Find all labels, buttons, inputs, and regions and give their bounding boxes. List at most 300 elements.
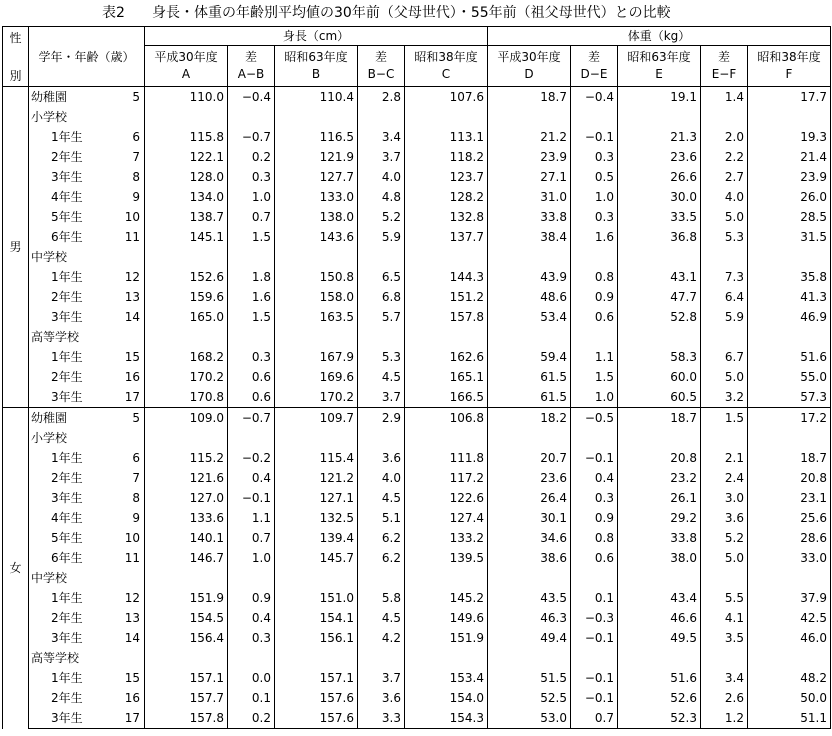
- weight-value-cell: 49.5: [618, 628, 701, 648]
- height-value-cell: 167.9: [275, 347, 358, 367]
- height-value-cell: 127.1: [275, 488, 358, 508]
- grade-label: [29, 448, 145, 468]
- height-value-cell: 117.2: [405, 468, 488, 488]
- empty-cell: [571, 648, 618, 668]
- empty-cell: [405, 107, 488, 127]
- empty-cell: [488, 247, 571, 267]
- height-value-cell: 1.5: [228, 227, 275, 247]
- height-value-cell: 107.6: [405, 87, 488, 108]
- sex-label: 女: [3, 408, 29, 729]
- weight-value-cell: 61.5: [488, 387, 571, 408]
- empty-cell: [571, 428, 618, 448]
- grade-label: [29, 628, 145, 648]
- height-value-cell: 128.0: [145, 167, 228, 187]
- height-value-cell: 0.7: [228, 207, 275, 227]
- height-value-cell: 3.7: [358, 668, 405, 688]
- height-value-cell: 157.7: [145, 688, 228, 708]
- empty-cell: [701, 568, 748, 588]
- weight-value-cell: 3.0: [701, 488, 748, 508]
- table-body: [3, 87, 831, 729]
- weight-value-cell: 38.6: [488, 548, 571, 568]
- header-height-col-3: [358, 46, 405, 87]
- table-row: [3, 568, 831, 588]
- weight-value-cell: 25.6: [748, 508, 831, 528]
- age-value: 9: [132, 511, 140, 525]
- table-row: [3, 367, 831, 387]
- height-value-cell: 157.1: [145, 668, 228, 688]
- grade-name: 3年生: [51, 390, 83, 404]
- weight-value-cell: 1.6: [571, 227, 618, 247]
- height-value-cell: 165.1: [405, 367, 488, 387]
- weight-value-cell: 33.8: [618, 528, 701, 548]
- weight-value-cell: 47.7: [618, 287, 701, 307]
- weight-value-cell: 43.5: [488, 588, 571, 608]
- height-value-cell: 154.0: [405, 688, 488, 708]
- height-value-cell: 157.8: [405, 307, 488, 327]
- weight-value-cell: 4.0: [701, 187, 748, 207]
- grade-name: 1年生: [51, 451, 83, 465]
- height-value-cell: 138.0: [275, 207, 358, 227]
- school-level-heading: 中学校: [29, 568, 145, 588]
- height-value-cell: −0.1: [228, 488, 275, 508]
- empty-cell: [618, 247, 701, 267]
- height-value-cell: 6.2: [358, 528, 405, 548]
- height-value-cell: 151.9: [405, 628, 488, 648]
- weight-value-cell: 0.5: [571, 167, 618, 187]
- weight-value-cell: 2.0: [701, 127, 748, 147]
- table-row: [3, 327, 831, 347]
- height-value-cell: 115.8: [145, 127, 228, 147]
- grade-name: 6年生: [51, 551, 83, 565]
- weight-value-cell: 21.2: [488, 127, 571, 147]
- table-row: [3, 468, 831, 488]
- height-value-cell: 152.6: [145, 267, 228, 287]
- weight-value-cell: 48.2: [748, 668, 831, 688]
- empty-cell: [748, 107, 831, 127]
- weight-value-cell: 38.4: [488, 227, 571, 247]
- weight-value-cell: 1.0: [571, 187, 618, 207]
- weight-value-cell: 1.0: [571, 387, 618, 408]
- empty-cell: [228, 327, 275, 347]
- weight-value-cell: 52.3: [618, 708, 701, 729]
- empty-cell: [405, 648, 488, 668]
- header-sex: [3, 27, 29, 87]
- weight-value-cell: 5.3: [701, 227, 748, 247]
- weight-value-cell: 21.4: [748, 147, 831, 167]
- height-value-cell: 1.1: [228, 508, 275, 528]
- table-row: [3, 708, 831, 729]
- height-value-cell: 3.6: [358, 688, 405, 708]
- height-value-cell: 6.8: [358, 287, 405, 307]
- grade-name: 3年生: [51, 711, 83, 725]
- weight-value-cell: 5.0: [701, 207, 748, 227]
- weight-value-cell: −0.1: [571, 628, 618, 648]
- weight-value-cell: 51.6: [618, 668, 701, 688]
- weight-value-cell: 41.3: [748, 287, 831, 307]
- weight-value-cell: 23.9: [488, 147, 571, 167]
- age-value: 15: [124, 671, 140, 685]
- empty-cell: [405, 428, 488, 448]
- empty-cell: [358, 327, 405, 347]
- weight-value-cell: 49.4: [488, 628, 571, 648]
- empty-cell: [618, 568, 701, 588]
- header-weight-col-4: [748, 46, 831, 87]
- weight-value-cell: 33.5: [618, 207, 701, 227]
- height-value-cell: 6.2: [358, 548, 405, 568]
- header-height-col-4: [405, 46, 488, 87]
- empty-cell: [488, 648, 571, 668]
- grade-name: 3年生: [51, 491, 83, 505]
- weight-value-cell: 1.2: [701, 708, 748, 729]
- empty-cell: [358, 428, 405, 448]
- grade-label: [29, 147, 145, 167]
- height-value-cell: 128.2: [405, 187, 488, 207]
- grade-name: 5年生: [51, 531, 83, 545]
- weight-value-cell: 18.2: [488, 408, 571, 429]
- height-value-cell: 115.2: [145, 448, 228, 468]
- height-value-cell: 145.1: [145, 227, 228, 247]
- weight-value-cell: 58.3: [618, 347, 701, 367]
- weight-value-cell: 0.6: [571, 548, 618, 568]
- height-value-cell: 146.7: [145, 548, 228, 568]
- height-value-cell: 151.9: [145, 588, 228, 608]
- age-value: 13: [124, 290, 140, 304]
- empty-cell: [228, 247, 275, 267]
- weight-value-cell: 6.7: [701, 347, 748, 367]
- table-row: [3, 147, 831, 167]
- age-value: 8: [132, 170, 140, 184]
- table-row: [3, 87, 831, 108]
- grade-label: [29, 267, 145, 287]
- school-level-heading: 小学校: [29, 428, 145, 448]
- empty-cell: [618, 428, 701, 448]
- height-value-cell: 1.6: [228, 287, 275, 307]
- height-value-cell: 149.6: [405, 608, 488, 628]
- grade-name: 3年生: [51, 170, 83, 184]
- height-value-cell: 165.0: [145, 307, 228, 327]
- weight-value-cell: 5.9: [701, 307, 748, 327]
- weight-value-cell: 52.6: [618, 688, 701, 708]
- weight-value-cell: 29.2: [618, 508, 701, 528]
- weight-value-cell: 0.6: [571, 307, 618, 327]
- header-col-code: E: [655, 67, 663, 81]
- weight-value-cell: 5.0: [701, 548, 748, 568]
- age-value: 10: [124, 210, 140, 224]
- height-value-cell: 109.7: [275, 408, 358, 429]
- age-value: 17: [124, 711, 140, 725]
- height-value-cell: 3.7: [358, 147, 405, 167]
- weight-value-cell: 53.4: [488, 307, 571, 327]
- grade-name: 2年生: [51, 691, 83, 705]
- weight-value-cell: −0.5: [571, 408, 618, 429]
- weight-value-cell: 6.4: [701, 287, 748, 307]
- height-value-cell: 4.2: [358, 628, 405, 648]
- height-value-cell: 110.0: [145, 87, 228, 108]
- weight-value-cell: 30.1: [488, 508, 571, 528]
- weight-value-cell: −0.1: [571, 448, 618, 468]
- weight-value-cell: −0.1: [571, 668, 618, 688]
- empty-cell: [701, 247, 748, 267]
- school-level-heading: 高等学校: [29, 648, 145, 668]
- table-row: [3, 588, 831, 608]
- grade-name: 5年生: [51, 210, 83, 224]
- height-value-cell: 113.1: [405, 127, 488, 147]
- weight-value-cell: 28.6: [748, 528, 831, 548]
- height-value-cell: 5.3: [358, 347, 405, 367]
- weight-value-cell: 51.5: [488, 668, 571, 688]
- grade-label: [29, 548, 145, 568]
- table-row: [3, 648, 831, 668]
- height-value-cell: 0.4: [228, 608, 275, 628]
- header-col-title: 差: [717, 50, 730, 64]
- header-col-code: A−B: [237, 67, 265, 81]
- grade-name: 4年生: [51, 190, 83, 204]
- height-value-cell: 122.1: [145, 147, 228, 167]
- weight-value-cell: 1.1: [571, 347, 618, 367]
- header-col-code: A: [181, 67, 191, 81]
- grade-label: [29, 387, 145, 408]
- height-value-cell: 154.1: [275, 608, 358, 628]
- weight-value-cell: 26.6: [618, 167, 701, 187]
- table-row: [3, 608, 831, 628]
- height-value-cell: 115.4: [275, 448, 358, 468]
- height-value-cell: 0.0: [228, 668, 275, 688]
- weight-value-cell: 1.5: [571, 367, 618, 387]
- grade-label: [29, 588, 145, 608]
- header-col-code: E−F: [711, 67, 737, 81]
- height-value-cell: 2.8: [358, 87, 405, 108]
- height-value-cell: 157.1: [275, 668, 358, 688]
- weight-value-cell: 2.2: [701, 147, 748, 167]
- height-value-cell: 134.0: [145, 187, 228, 207]
- weight-value-cell: 57.3: [748, 387, 831, 408]
- table-row: [3, 528, 831, 548]
- weight-value-cell: 20.7: [488, 448, 571, 468]
- weight-value-cell: 17.7: [748, 87, 831, 108]
- height-value-cell: 151.0: [275, 588, 358, 608]
- empty-cell: [488, 327, 571, 347]
- empty-cell: [358, 247, 405, 267]
- weight-value-cell: 20.8: [748, 468, 831, 488]
- weight-value-cell: −0.1: [571, 127, 618, 147]
- weight-value-cell: 36.8: [618, 227, 701, 247]
- weight-value-cell: 1.4: [701, 87, 748, 108]
- weight-value-cell: 0.3: [571, 207, 618, 227]
- table-row: [3, 287, 831, 307]
- height-value-cell: 121.2: [275, 468, 358, 488]
- height-value-cell: 158.0: [275, 287, 358, 307]
- empty-cell: [358, 107, 405, 127]
- header-col-code: D−E: [580, 67, 608, 81]
- weight-value-cell: 31.5: [748, 227, 831, 247]
- height-value-cell: 106.8: [405, 408, 488, 429]
- height-value-cell: 143.6: [275, 227, 358, 247]
- header-col-title: 昭和38年度: [414, 50, 478, 64]
- empty-cell: [145, 428, 228, 448]
- weight-value-cell: 46.0: [748, 628, 831, 648]
- weight-value-cell: 1.5: [701, 408, 748, 429]
- header-col-title: 平成30年度: [497, 50, 561, 64]
- table-row: [3, 488, 831, 508]
- header-weight-group: 体重（kg）: [488, 27, 831, 46]
- grade-name: 1年生: [51, 130, 83, 144]
- age-value: 7: [132, 471, 140, 485]
- table-row: [3, 428, 831, 448]
- header-height-col-0: [145, 46, 228, 87]
- table-row: [3, 107, 831, 127]
- table-row: [3, 688, 831, 708]
- weight-value-cell: 18.7: [748, 448, 831, 468]
- empty-cell: [275, 568, 358, 588]
- weight-value-cell: 51.6: [748, 347, 831, 367]
- weight-value-cell: 2.4: [701, 468, 748, 488]
- kindergarten-label: [29, 87, 145, 108]
- table-row: [3, 247, 831, 267]
- empty-cell: [275, 327, 358, 347]
- weight-value-cell: 0.7: [571, 708, 618, 729]
- weight-value-cell: −0.4: [571, 87, 618, 108]
- grade-label: [29, 227, 145, 247]
- height-value-cell: 1.8: [228, 267, 275, 287]
- grade-name: 1年生: [51, 350, 83, 364]
- grade-name: 2年生: [51, 611, 83, 625]
- grade-label: [29, 367, 145, 387]
- empty-cell: [488, 428, 571, 448]
- grade-label: [29, 307, 145, 327]
- header-weight-col-1: [571, 46, 618, 87]
- weight-value-cell: 37.9: [748, 588, 831, 608]
- table-row: [3, 267, 831, 287]
- height-value-cell: 5.7: [358, 307, 405, 327]
- empty-cell: [748, 648, 831, 668]
- height-value-cell: 145.2: [405, 588, 488, 608]
- header-weight-col-3: [701, 46, 748, 87]
- height-value-cell: 133.0: [275, 187, 358, 207]
- weight-value-cell: 53.0: [488, 708, 571, 729]
- height-value-cell: 5.2: [358, 207, 405, 227]
- table-row: [3, 448, 831, 468]
- height-value-cell: −0.4: [228, 87, 275, 108]
- height-value-cell: 157.6: [275, 708, 358, 729]
- height-value-cell: 170.8: [145, 387, 228, 408]
- grade-name: 1年生: [51, 270, 83, 284]
- height-value-cell: 4.0: [358, 167, 405, 187]
- weight-value-cell: 3.2: [701, 387, 748, 408]
- header-height-col-1: [228, 46, 275, 87]
- weight-value-cell: 19.3: [748, 127, 831, 147]
- height-value-cell: 5.1: [358, 508, 405, 528]
- grade-name: 6年生: [51, 230, 83, 244]
- height-value-cell: 0.2: [228, 708, 275, 729]
- height-value-cell: 139.4: [275, 528, 358, 548]
- weight-value-cell: 2.7: [701, 167, 748, 187]
- grade-name: 3年生: [51, 631, 83, 645]
- height-value-cell: 157.8: [145, 708, 228, 729]
- empty-cell: [748, 327, 831, 347]
- weight-value-cell: 50.0: [748, 688, 831, 708]
- age-value: 11: [124, 230, 140, 244]
- age-value: 11: [124, 551, 140, 565]
- age-value: 13: [124, 611, 140, 625]
- height-value-cell: 0.1: [228, 688, 275, 708]
- weight-value-cell: 60.0: [618, 367, 701, 387]
- weight-value-cell: −0.1: [571, 688, 618, 708]
- height-value-cell: 2.9: [358, 408, 405, 429]
- height-value-cell: 153.4: [405, 668, 488, 688]
- empty-cell: [571, 107, 618, 127]
- weight-value-cell: 3.4: [701, 668, 748, 688]
- grade-label: [29, 528, 145, 548]
- weight-value-cell: 46.3: [488, 608, 571, 628]
- header-col-title: 昭和63年度: [284, 50, 348, 64]
- grade-label: [29, 488, 145, 508]
- weight-value-cell: 43.4: [618, 588, 701, 608]
- empty-cell: [748, 428, 831, 448]
- weight-value-cell: 43.9: [488, 267, 571, 287]
- empty-cell: [145, 568, 228, 588]
- weight-value-cell: 0.9: [571, 508, 618, 528]
- height-value-cell: 5.8: [358, 588, 405, 608]
- empty-cell: [145, 107, 228, 127]
- height-value-cell: 127.0: [145, 488, 228, 508]
- height-value-cell: 170.2: [275, 387, 358, 408]
- height-value-cell: 154.3: [405, 708, 488, 729]
- header-height-group: 身長（cm）: [145, 27, 488, 46]
- empty-cell: [571, 568, 618, 588]
- height-value-cell: 4.5: [358, 488, 405, 508]
- weight-value-cell: 33.0: [748, 548, 831, 568]
- age-value: 6: [132, 451, 140, 465]
- weight-value-cell: 23.6: [488, 468, 571, 488]
- table-row: [3, 548, 831, 568]
- age-value: 7: [132, 150, 140, 164]
- weight-value-cell: 0.9: [571, 287, 618, 307]
- grade-name: 幼稚園: [31, 411, 68, 425]
- weight-value-cell: 19.1: [618, 87, 701, 108]
- table-title: 身長・体重の年齢別平均値の30年前（父母世代）・55年前（祖父母世代）との比較: [152, 5, 671, 21]
- weight-value-cell: 4.1: [701, 608, 748, 628]
- age-value: 16: [124, 691, 140, 705]
- height-value-cell: 163.5: [275, 307, 358, 327]
- grade-name: 2年生: [51, 471, 83, 485]
- grade-label: [29, 287, 145, 307]
- weight-value-cell: 26.4: [488, 488, 571, 508]
- age-value: 14: [124, 631, 140, 645]
- age-value: 15: [124, 350, 140, 364]
- table-row: [3, 207, 831, 227]
- height-value-cell: 118.2: [405, 147, 488, 167]
- height-value-cell: 140.1: [145, 528, 228, 548]
- weight-value-cell: 52.8: [618, 307, 701, 327]
- weight-value-cell: 0.3: [571, 147, 618, 167]
- empty-cell: [748, 568, 831, 588]
- empty-cell: [145, 327, 228, 347]
- empty-cell: [701, 428, 748, 448]
- height-value-cell: 1.5: [228, 307, 275, 327]
- header-col-title: 差: [244, 50, 257, 64]
- weight-value-cell: 21.3: [618, 127, 701, 147]
- height-value-cell: 0.3: [228, 167, 275, 187]
- height-value-cell: 121.6: [145, 468, 228, 488]
- table-row: [3, 187, 831, 207]
- weight-value-cell: 18.7: [488, 87, 571, 108]
- weight-value-cell: 43.1: [618, 267, 701, 287]
- weight-value-cell: 23.2: [618, 468, 701, 488]
- grade-label: [29, 207, 145, 227]
- height-value-cell: 0.4: [228, 468, 275, 488]
- empty-cell: [618, 327, 701, 347]
- weight-value-cell: 26.0: [748, 187, 831, 207]
